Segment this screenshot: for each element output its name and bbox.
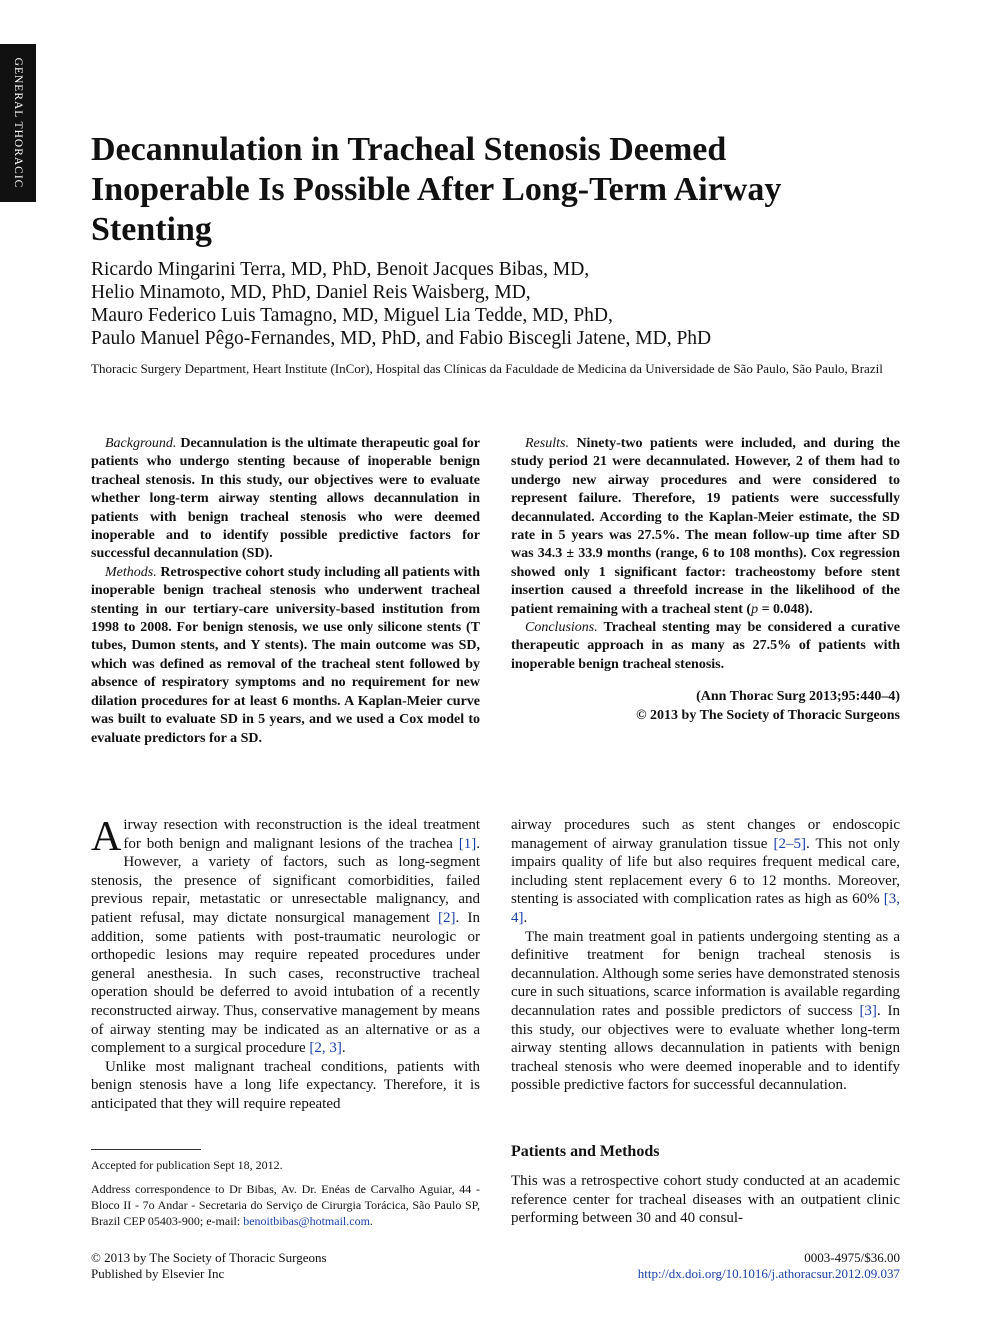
body-paragraph: Unlike most malignant tracheal conditions, patients with benign stenosis have a long life expectancy. Therefore, it is anticipated that they will require repeated [91,1058,480,1112]
section-heading: Patients and Methods [511,1143,660,1160]
author-line: Paulo Manuel Pêgo-Fernandes, MD, PhD, and Fabio Biscegli Jatene, MD, PhD [91,328,712,349]
abstract-left-column [91,435,480,748]
author-line: Ricardo Mingarini Terra, MD, PhD, Benoit Jacques Bibas, MD, [91,259,590,280]
body-paragraph: This was a retrospective cohort study conducted at an academic reference center for tracheal diseases with an outpatient clinic performing between 30 and 40 consul- [511,1173,900,1227]
body-paragraph [511,928,900,1095]
body-text: The main treatment goal in patients undergoing stenting as a definitive treatment for benign tracheal stenosis is decannulation. Although some series have demonstrated stenosis cure in such situations, scarce information is available regarding decannulation rates and possible predictors of success [511,928,900,1019]
reference-link[interactable]: [2, 3] [309,1040,342,1057]
body-paragraph [511,816,900,928]
correspondence-note [91,1181,480,1229]
background-label: Background. [105,436,177,451]
intro-text: . In addition, some patients with post-traumatic neurologic or orthopedic lesions may require repeated procedures under general anesthesia. In such cases, reconstructive tracheal operation should be deferred to avoid intubation of a recently reconstructed airway. Thus, conservative management by means of airway stenting may be indicated as an alternative or as a complement to a surgical procedure [91,909,480,1057]
footer-copyright: © 2013 by The Society of Thoracic Surgeons [91,1250,327,1265]
methods-section [511,1172,900,1228]
email-link[interactable]: benoitbibas@hotmail.com [243,1214,370,1228]
author-line: Helio Minamoto, MD, PhD, Daniel Reis Waisberg, MD, [91,282,531,303]
body-text: . In this study, our objectives were to evaluate whether long-term airway stenting allows decannulation in patients with benign tracheal stenosis who were deemed inoperable and to identify possible predictive factors for successful decannulation. [511,1002,900,1094]
conclusions-text: Tracheal stenting may be considered a curative therapeutic approach in as many as 27.5% of patients with inoperable benign tracheal stenosis. [511,620,900,672]
methods-text: Retrospective cohort study including all patients with inoperable benign tracheal stenosis who underwent tracheal stenting in our tertiary-care university-based institution from 1998 to 2008. For benign stenosis, we use only silicone stents (T tubes, Dumon stents, and Y stents). The main outcome was SD, which was defined as removal of the tracheal stent followed by absence of respiratory symptoms and no requirement for new dilation procedures for at least 6 months. A Kaplan-Meier curve was built to evaluate SD in 5 years, and we used a Cox model to evaluate predictors for a SD. [91,564,480,746]
intro-text: irway resection with reconstruction is the ideal treatment for both benign and malignant lesions of the trachea [123,817,480,852]
footer-left [91,1250,480,1282]
correspondence-text: Address correspondence to Dr Bibas, Av. Dr. Enéas de Carvalho Aguiar, 44 - Bloco II - 7o Andar - Secretaria do Serviço de Cirurgia Torácica, São Paulo SP, Brazil CEP 05403-900; e-mail: [91,1182,480,1228]
body-text: . This not only impairs quality of life but also requires frequent medical care, including stent replacement every 6 to 12 months. Moreover, stenting is associated with complication rates as high as 60% [511,835,901,908]
results-text: Ninety-two patients were included, and during the study period 21 were decannulated. However, 2 of them had to undergo new airway procedures and were considered to represent failure. Therefore, 19 patients were successfully decannulated. According to the Kaplan-Meier estimate, the SD rate in 5 years was 27.5%. The mean follow-up time after SD was 34.3 ± 33.9 months (range, 6 to 108 months). Cox regression showed only 1 significant factor: tracheostomy before stent insertion caused a threefold increase in the likelihood of the patient remaining with a tracheal stent ( [511,436,900,617]
author-line: Mauro Federico Luis Tamagno, MD, Miguel Lia Tedde, MD, PhD, [91,305,613,326]
footnotes [91,1157,480,1237]
abstract-background [91,435,480,564]
footer-issn: 0003-4975/$36.00 [804,1250,900,1265]
p-value-symbol: p [751,601,759,617]
abstract-copyright: © 2013 by The Society of Thoracic Surgeons [636,707,900,723]
body-text: . [523,909,528,926]
article-title: Decannulation in Tracheal Stenosis Deemed Inoperable Is Possible After Long-Term Airway Stenting [91,131,782,248]
reference-link[interactable]: [3] [859,1002,877,1019]
author-list [91,258,891,350]
conclusions-label: Conclusions. [525,620,598,636]
intro-paragraph [91,816,480,1058]
results-label: Results. [525,436,569,451]
background-text: Decannulation is the ultimate therapeutic goal for patients who undergo stenting because of inoperable benign tracheal stenosis. In this study, our objectives were to evaluate whether long-term airway stenting allows decannulation in patients with benign tracheal stenosis who were deemed inoperable and to identify possible predictive factors for successful decannulation (SD). [91,436,480,562]
footnote-divider [91,1149,201,1150]
affiliation: Thoracic Surgery Department, Heart Institute (InCor), Hospital das Clínicas da Faculdade de Medicina da Universidade de São Paulo, São Paulo, Brazil [91,361,883,376]
section-tab-label: GENERAL THORACIC [12,57,24,189]
doi-link[interactable]: http://dx.doi.org/10.1016/j.athoracsur.2012.09.037 [637,1266,900,1281]
results-text-end: = 0.048). [758,601,813,617]
reference-link[interactable]: [2–5] [773,835,806,852]
abstract-methods [91,564,480,748]
reference-link[interactable]: [2] [438,909,456,926]
abstract-conclusions [511,619,900,674]
reference-link[interactable]: [1] [458,835,477,852]
abstract-right-column [511,435,900,725]
accepted-note: Accepted for publication Sept 18, 2012. [91,1158,283,1172]
journal-citation: (Ann Thorac Surg 2013;95:440–4) [696,689,900,705]
correspondence-end: . [369,1214,373,1228]
footer-right [511,1250,900,1282]
body-text: airway procedures such as stent changes or endoscopic management of airway granulation tissue [511,817,900,852]
body-right-column [511,816,900,1095]
reference-link[interactable]: [3, 4] [511,891,900,926]
intro-text: . However, a variety of factors, such as long-segment stenosis, the presence of significant comorbidities, failed previous repair, metastatic or unresectable malignancy, and patient refusal, may dictate nonsurgical management [91,835,480,926]
section-tab [0,44,36,202]
footer-publisher: Published by Elsevier Inc [91,1266,225,1281]
intro-text: . [341,1040,346,1057]
body-left-column [91,816,480,1114]
methods-label: Methods. [105,564,157,580]
abstract-results [511,435,900,619]
drop-cap: A [91,814,122,860]
